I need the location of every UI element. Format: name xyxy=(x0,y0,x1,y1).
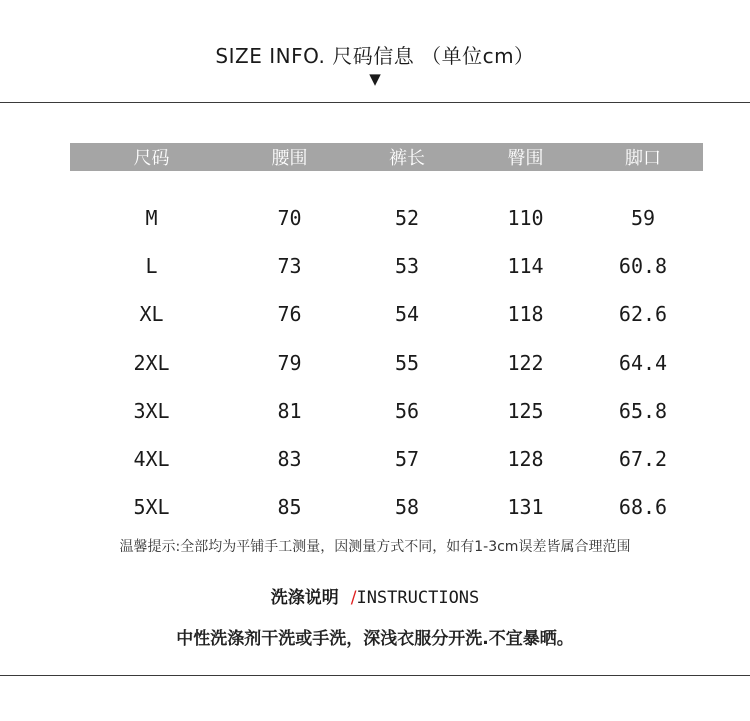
table-cell: 62.6 xyxy=(618,302,668,327)
table-row xyxy=(70,290,703,338)
table-cell: 118 xyxy=(507,302,544,327)
table-cell: 64.4 xyxy=(618,350,668,375)
size-table-header xyxy=(70,143,703,171)
table-cell: 70 xyxy=(277,206,302,231)
washing-title-en: INSTRUCTIONS xyxy=(356,588,480,608)
table-cell: 83 xyxy=(277,447,302,472)
table-cell: 110 xyxy=(507,206,544,231)
table-cell: 125 xyxy=(507,398,544,423)
column-header-length: 裤长 xyxy=(389,148,425,169)
table-cell: 114 xyxy=(507,254,544,279)
down-arrow-icon: ▼ xyxy=(369,70,381,88)
table-cell: 54 xyxy=(394,302,420,327)
size-table-body xyxy=(70,194,703,531)
table-cell: 68.6 xyxy=(618,495,668,520)
column-header-hem: 脚口 xyxy=(625,148,661,169)
table-cell: 59 xyxy=(630,206,656,231)
page-title: SIZE INFO. 尺码信息 （单位cm） xyxy=(215,44,535,68)
table-row xyxy=(70,242,703,290)
table-cell: 2XL xyxy=(133,350,170,375)
table-row xyxy=(70,387,703,435)
table-cell: 131 xyxy=(507,495,544,520)
table-cell: L xyxy=(145,254,158,279)
washing-title-zh: 洗涤说明 xyxy=(270,588,339,608)
table-row xyxy=(70,194,703,242)
table-cell: 76 xyxy=(277,302,302,327)
table-cell: 55 xyxy=(394,350,420,375)
table-row xyxy=(70,435,703,483)
divider-bottom xyxy=(0,675,750,676)
table-cell: 4XL xyxy=(133,447,170,472)
table-cell: M xyxy=(145,206,158,231)
table-cell: 52 xyxy=(394,206,420,231)
table-cell: 3XL xyxy=(133,398,170,423)
table-cell: 85 xyxy=(277,495,302,520)
table-cell: 5XL xyxy=(133,495,170,520)
table-cell: 56 xyxy=(394,398,420,423)
table-cell: 81 xyxy=(277,398,302,423)
measurement-note: 温馨提示:全部均为平铺手工测量，因测量方式不同，如有1-3cm误差皆属合理范围 xyxy=(119,539,631,555)
column-header-waist: 腰围 xyxy=(271,148,308,169)
table-cell: 60.8 xyxy=(618,254,668,279)
table-cell: 65.8 xyxy=(618,398,668,423)
title-slash: / xyxy=(350,588,357,608)
divider-top xyxy=(0,102,750,103)
table-cell: XL xyxy=(139,302,164,327)
column-header-hip: 臀围 xyxy=(507,148,544,169)
table-cell: 79 xyxy=(277,350,302,375)
table-row xyxy=(70,483,703,531)
table-cell: 73 xyxy=(277,254,302,279)
column-header-size: 尺码 xyxy=(133,148,170,169)
table-row xyxy=(70,339,703,387)
table-cell: 122 xyxy=(507,350,544,375)
table-cell: 57 xyxy=(394,447,420,472)
table-cell: 58 xyxy=(394,495,420,520)
table-cell: 53 xyxy=(394,254,420,279)
washing-instructions-text: 中性洗涤剂干洗或手洗，深浅衣服分开洗.不宜暴晒。 xyxy=(176,629,574,649)
table-cell: 128 xyxy=(507,447,544,472)
washing-instructions-title xyxy=(0,583,750,608)
table-cell: 67.2 xyxy=(618,447,668,472)
